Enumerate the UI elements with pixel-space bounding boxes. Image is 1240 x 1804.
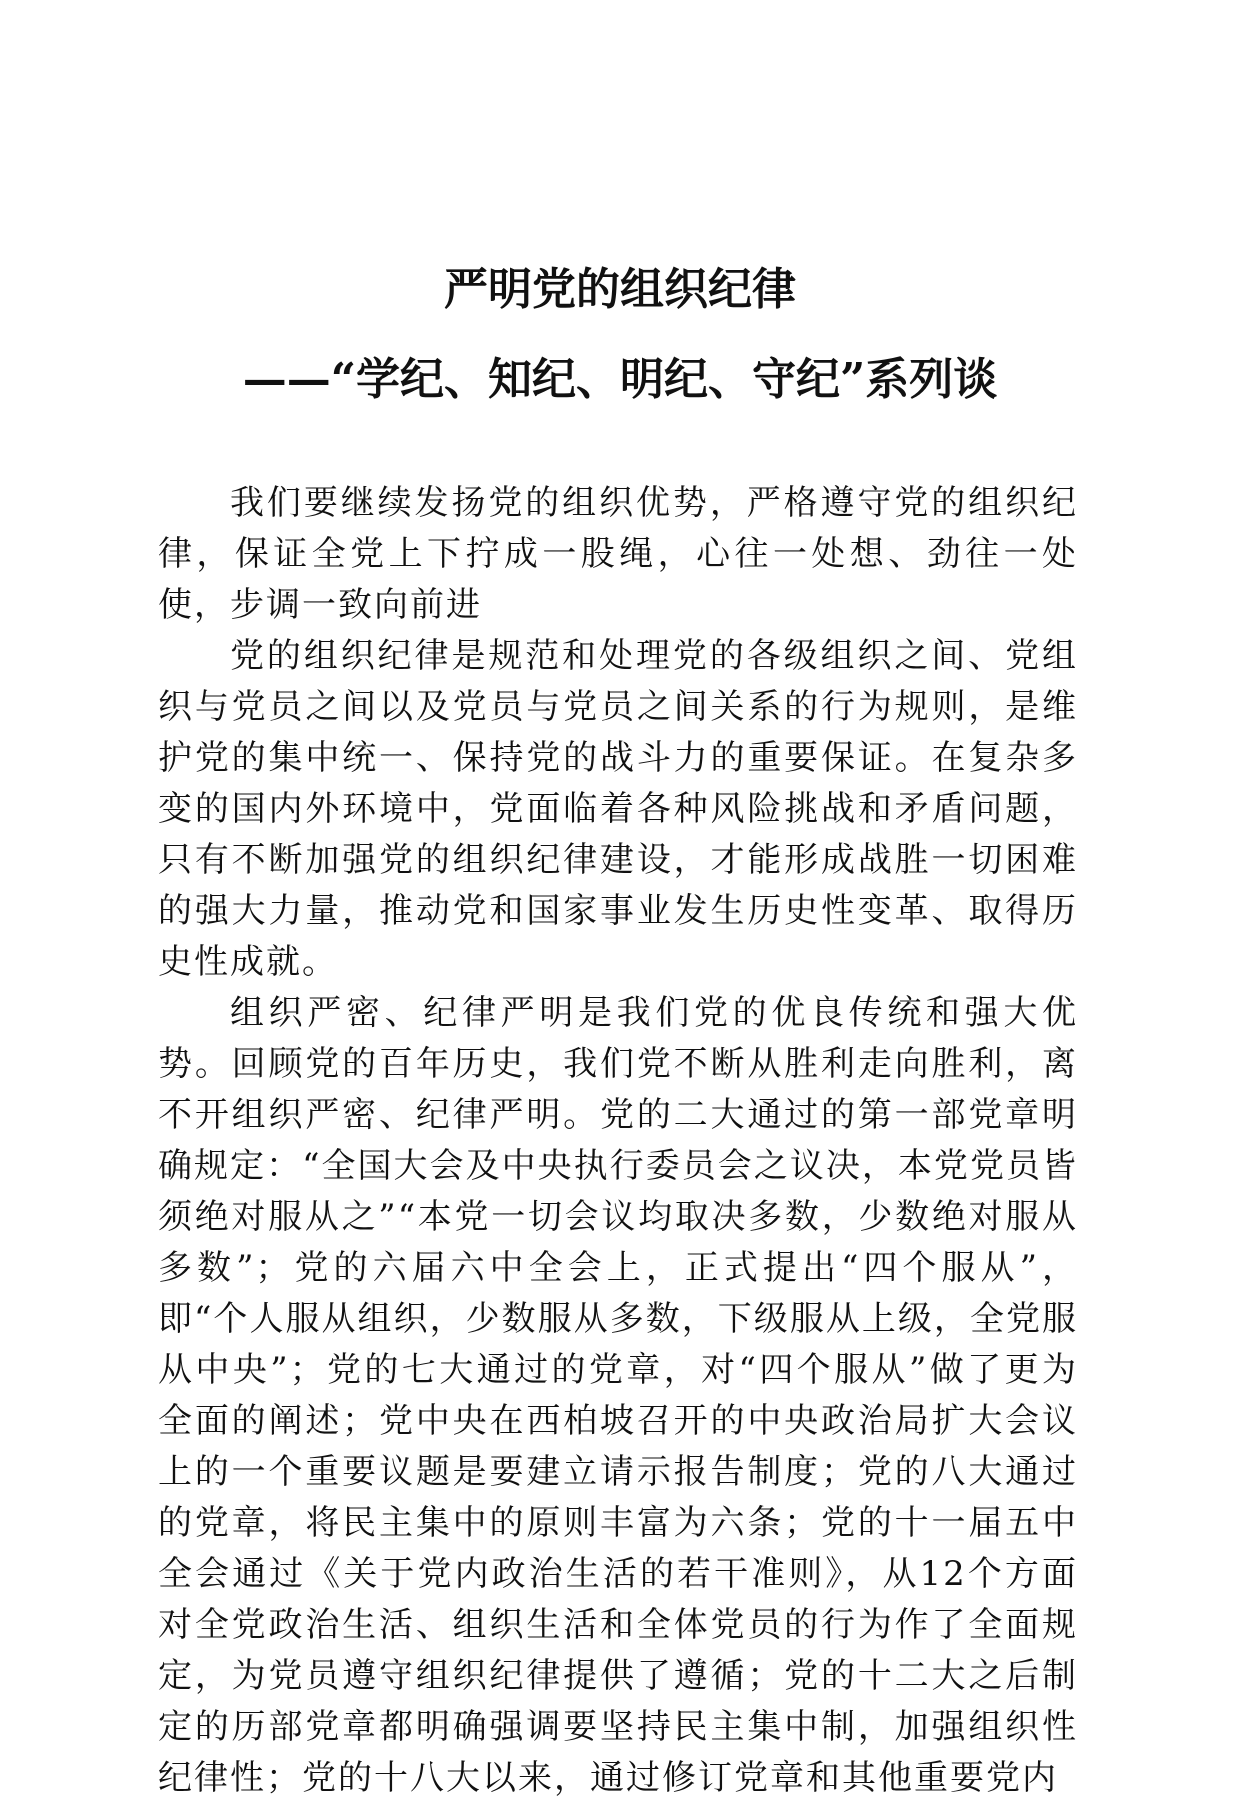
paragraph: 组织严密、纪律严明是我们党的优良传统和强大优势。回顾党的百年历史，我们党不断从胜利走向胜利，离不开组织严密、纪律严明。党的二大通过的第一部党章明确规定：“全国大会及中央执行委员会之议决，本党党员皆须绝对服从之”“本党一切会议均取决多数，少数绝对服从多数”；党的六届六中全会上，正式提出“四个服从”，即“个人服从组织，少数服从多数，下级服从上级，全党服从中央”；党的七大通过的党章，对“四个服从”做了更为全面的阐述；党中央在西柏坡召开的中央政治局扩大会议上的一个重要议题是要建立请示报告制度；党的八大通过的党章，将民主集中的原则丰富为六条；党的十一届五中全会通过《关于党内政治生活的若干准则》，从12个方面对全党政治生活、组织生活和全体党员的行为作了全面规定，为党员遵守组织纪律提供了遵循；党的十二大之后制定的历部党章都明确强调要坚持民主集中制，加强组织性纪律性；党的十八大以来，通过修订党章和其他重要党内 xyxy=(158,993,1078,1798)
paragraph: 我们要继续发扬党的组织优势，严格遵守党的组织纪律，保证全党上下拧成一股绳，心往一处想、劲往一处使，步调一致向前进 xyxy=(158,483,1078,625)
document-title: 严明党的组织纪律 xyxy=(444,264,796,315)
document-subtitle: ——“学纪、知纪、明纪、守纪”系列谈 xyxy=(242,354,998,405)
paragraph: 党的组织纪律是规范和处理党的各级组织之间、党组织与党员之间以及党员与党员之间关系的行为规则，是维护党的集中统一、保持党的战斗力的重要保证。在复杂多变的国内外环境中，党面临着各种风险挑战和矛盾问题，只有不断加强党的组织纪律建设，才能形成战胜一切困难的强大力量，推动党和国家事业发生历史性变革、取得历史性成就。 xyxy=(158,636,1078,982)
document-body xyxy=(158,478,1078,1804)
